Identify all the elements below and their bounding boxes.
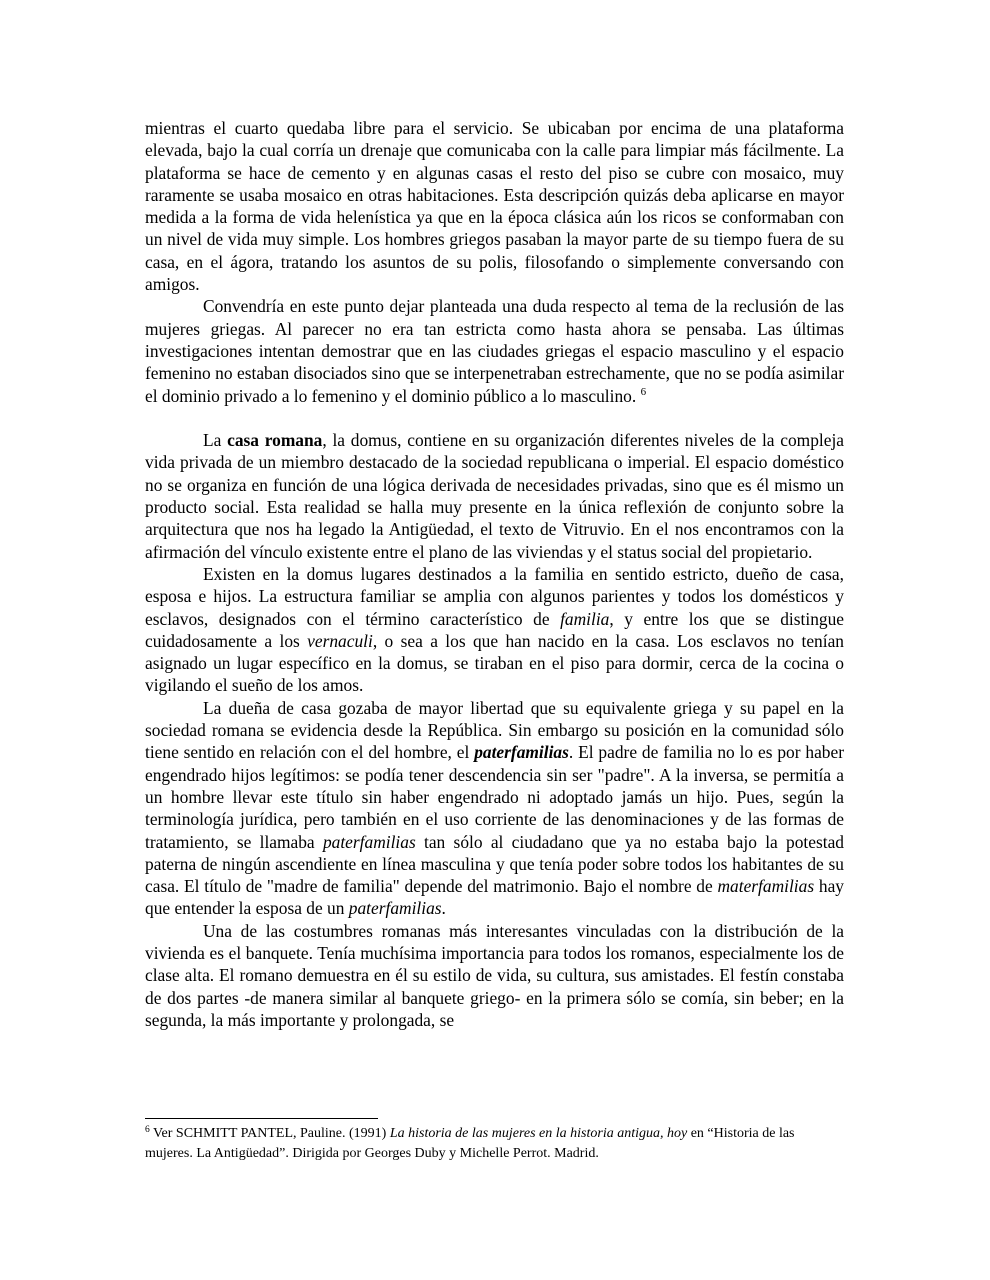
paterfamilias-text-a: La dueña de casa gozaba de mayor libertad que su equivalente griega y su papel en la sociedad romana se evidencia desde la República. Sin embargo su posición en la comunidad sólo tiene sentido en relación con el del hombre, el — [145, 697, 844, 763]
domus-family-text-c: , o sea a los que han nacido en la casa. Los esclavos no tenían asignado un lugar específico en la domus, se tiraban en el piso para dormir, cerca de la cocina o vigilando el sueño de los amos. — [145, 630, 844, 696]
domus-family-text-a: Existen en la domus lugares destinados a la familia en sentido estricto, dueño de casa, esposa e hijos. La estructura familiar se amplia con algunos parientes y todos los domésticos y esclavos, designados con el término característico de — [145, 563, 844, 629]
paragraph-women-seclusion-text: Convendría en este punto dejar planteada una duda respecto al tema de la reclusión de las mujeres griegas. Al parecer no era tan estricta como hasta ahora se pensaba. Las últimas investigaciones intentan demostrar que en las ciudades griegas el espacio masculino y el espacio femenino no estaban disociados sino que se interpenetraban estrechamente, que no se podía asimilar el dominio privado a lo femenino y el dominio público a lo masculino. — [145, 296, 844, 406]
term-paterfamilias-2: paterfamilias — [348, 898, 442, 919]
roman-house-text: , la domus, contiene en su organización diferentes niveles de la compleja vida privada de un miembro destacado de la sociedad republicana o imperial. El espacio doméstico no se organiza en función de una lógica derivada de necesidades privadas, sino que es él mismo un producto social. Esta realidad se halla muy presente en la única reflexión de conjunto sobre la arquitectura que nos ha legado la Antigüedad, el texto de Vitruvio. En el nos encontramos con la afirmación del vínculo existente entre el plano de las viviendas y el status social del propietario. — [145, 430, 844, 562]
footnote-area — [145, 1124, 844, 1164]
footnote-text-a: Ver SCHMITT PANTEL, Pauline. (1991) — [149, 1126, 390, 1141]
paragraph-bath-description: mientras el cuarto quedaba libre para el servicio. Se ubicaban por encima de una plataforma elevada, bajo la cual corría un drenaje que comunicaba con la calle para limpiar más fácilmente. La plataforma se hace de cemento y en algunas casas el resto del piso se cubre con mosaico, muy raramente se usaba mosaico en otras habitaciones. Esta descripción quizás deba aplicarse en mayor medida a la forma de vida helenística ya que en la época clásica aún los ricos se conformaban con un nivel de vida muy simple. Los hombres griegos pasaban la mayor parte de su tiempo fuera de su casa, en el ágora, tratando los asuntos de su polis, filosofando o simplemente conversando con amigos. — [145, 118, 844, 295]
footnote-reference-6[interactable]: 6 — [640, 385, 647, 398]
paterfamilias-text-d: hay que entender la esposa de un — [145, 876, 844, 919]
term-vernaculi: vernaculi — [307, 630, 373, 651]
paragraph-roman-house — [145, 429, 844, 563]
term-paterfamilias-bold: paterfamilias — [474, 742, 569, 763]
term-paterfamilias: paterfamilias — [322, 831, 416, 852]
paragraph-banquet: Una de las costumbres romanas más interesantes vinculadas con la distribución de la vivienda es el banquete. Tenía muchísima importancia para todos los romanos, especialmente los de clase alta. El romano demuestra en él su estilo de vida, su cultura, sus amistades. El festín constaba de dos partes -de manera similar al banquete griego- en la primera sólo se comía, sin beber; en la segunda, la más importante y prolongada, se — [145, 920, 844, 1030]
paterfamilias-text-b: . El padre de familia no lo es por haber engendrado hijos legítimos: se podía tener descendencia sin ser "padre". A la inversa, se permitía a un hombre llevar este título sin haber engendrado ni adoptado jamás un hijo. Pues, según la terminología jurídica, pero también en el uso corriente de las denominaciones y de las formas de tratamiento, se llamaba — [145, 742, 844, 852]
term-familia: familia — [560, 608, 610, 629]
paragraph-women-seclusion — [145, 295, 844, 406]
term-materfamilias: materfamilias — [717, 876, 815, 897]
paragraph-gap — [145, 407, 844, 429]
roman-house-heading-term: casa romana — [227, 430, 323, 451]
paterfamilias-text-e: . — [441, 898, 446, 919]
roman-house-lead: La — [203, 430, 228, 451]
paterfamilias-text-c: tan sólo al ciudadano que ya no estaba bajo la potestad paterna de ningún ascendiente en línea masculina y que tenía poder sobre todos los habitantes de su casa. El título de "madre de familia" depende del matrimonio. Bajo el nombre de — [145, 831, 844, 897]
footnote-title-italic: La historia de las mujeres en la historia antigua, hoy — [389, 1126, 688, 1141]
paragraph-paterfamilias — [145, 697, 844, 920]
footnote-mark: 6 — [145, 1125, 150, 1135]
footnote-text-b: en “Historia de las mujeres. La Antigüedad”. Dirigida por Georges Duby y Michelle Perrot. Madrid. — [145, 1126, 795, 1161]
domus-family-text-b: , y entre los que se distingue cuidadosamente a los — [145, 608, 844, 651]
footnote-separator — [145, 1118, 378, 1119]
document-body — [145, 117, 844, 1031]
paragraph-domus-family — [145, 563, 844, 697]
footnote-6 — [145, 1124, 844, 1164]
